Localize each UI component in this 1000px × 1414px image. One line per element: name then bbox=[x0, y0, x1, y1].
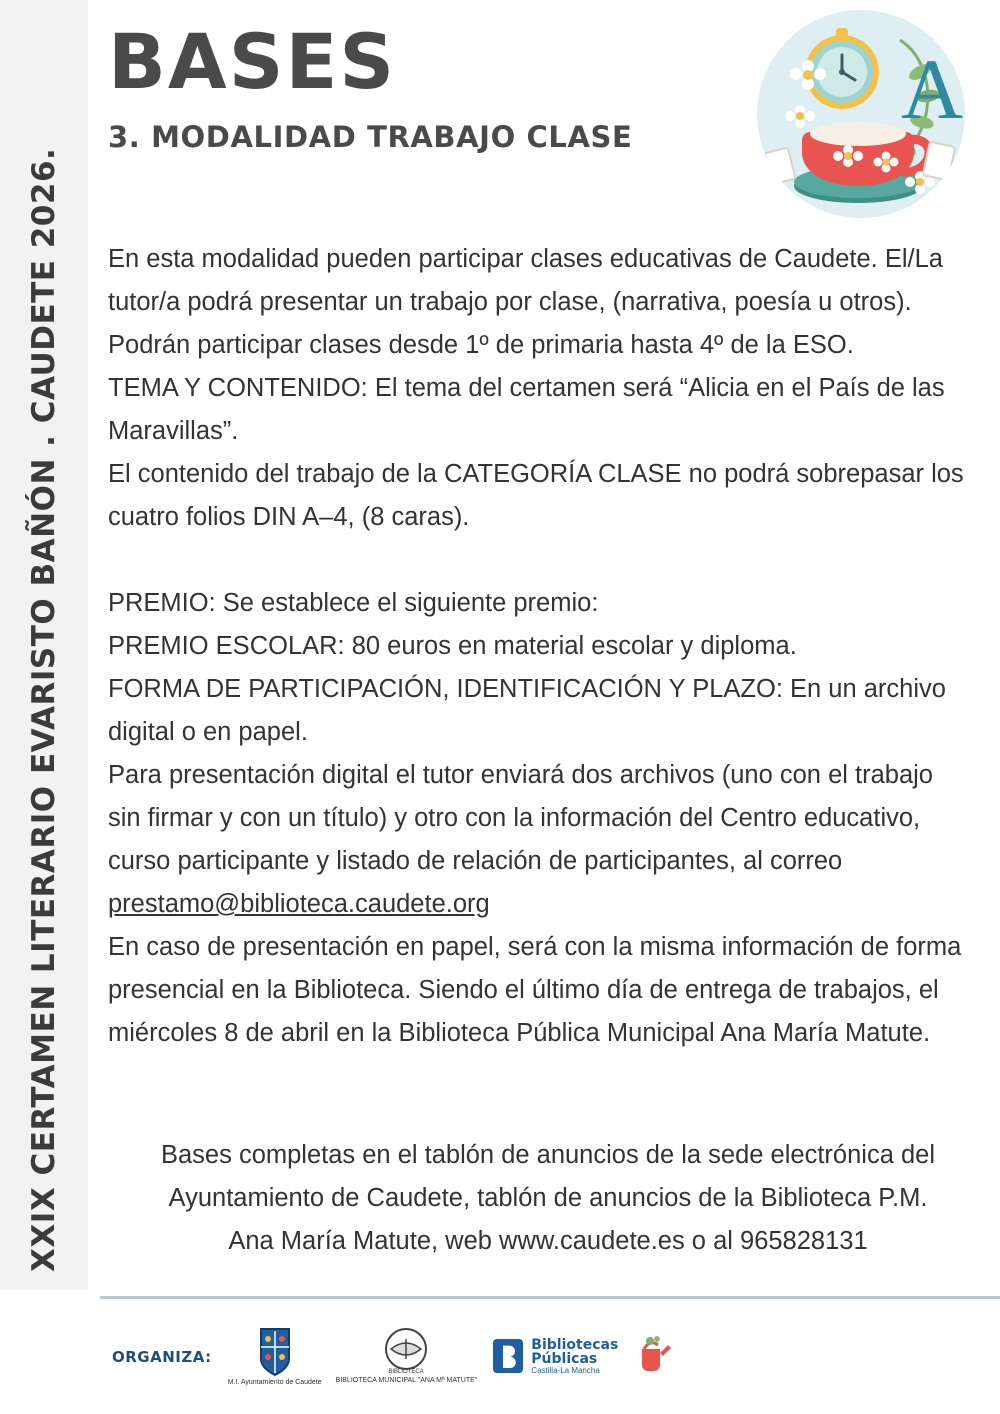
section-subtitle: 3. MODALIDAD TRABAJO CLASE bbox=[108, 119, 633, 154]
footer-note-line-1: Bases completas en el tablón de anuncios de la sede electrónica del bbox=[160, 1141, 935, 1169]
page-title: BASES bbox=[108, 17, 397, 106]
header bbox=[108, 17, 808, 154]
bibliotecas-publicas-logo bbox=[491, 1336, 618, 1376]
alice-teacup-clock-illustration bbox=[750, 10, 972, 232]
paragraph-2: TEMA Y CONTENIDO: El tema del certamen será “Alicia en el País de las Maravillas”. bbox=[108, 374, 945, 445]
paragraph-4: PREMIO: Se establece el siguiente premio: bbox=[108, 589, 599, 617]
email-link[interactable]: prestamo@biblioteca.caudete.org bbox=[108, 890, 490, 918]
paragraph-8: En caso de presentación en papel, será con la misma información de forma presencial en la Biblioteca. Siendo el último día de entrega de trabajos, el miércoles 8 de abril en la Biblioteca Pública Municipal Ana María Matute. bbox=[108, 933, 962, 1047]
organiza-label: ORGANIZA: bbox=[112, 1347, 212, 1366]
svg-text:BIBLIOTECA: BIBLIOTECA bbox=[388, 1369, 425, 1376]
organizers-bar bbox=[0, 1299, 1000, 1414]
footer-note-line-2: Ayuntamiento de Caudete, tablón de anuncios de la Biblioteca P.M. bbox=[168, 1184, 928, 1212]
paragraph-spacer bbox=[108, 539, 970, 582]
paragraph-5: PREMIO ESCOLAR: 80 euros en material escolar y diploma. bbox=[108, 632, 797, 660]
footer-note bbox=[108, 1134, 988, 1263]
biblioteca-ana-maria-matute-logo bbox=[336, 1327, 478, 1385]
paragraph-7 bbox=[108, 754, 970, 926]
ayuntamiento-caudete-caption: M.I. Ayuntamiento de Caudete bbox=[227, 1379, 322, 1387]
biblioteca-ana-maria-matute-caption: BIBLIOTECA MUNICIPAL "ANA Mª MATUTE" bbox=[335, 1377, 478, 1385]
body-text bbox=[108, 238, 970, 1055]
monogram-letter: A bbox=[900, 41, 964, 137]
paragraph-3: El contenido del trabajo de la CATEGORÍA CLASE no podrá sobrepasar los cuatro folios DIN A–4, (8 caras). bbox=[108, 460, 964, 531]
bibliotecas-publicas-line-2: Públicas bbox=[531, 1351, 598, 1368]
footer-note-line-3: Ana María Matute, web www.caudete.es o al 965828131 bbox=[228, 1227, 868, 1255]
sidebar-band bbox=[0, 0, 88, 1290]
regadera-logo bbox=[632, 1333, 672, 1379]
vertical-title: XXIX CERTAMEN LITERARIO EVARISTO BAÑÓN . CAUDETE 2026. bbox=[26, 147, 62, 1272]
paragraph-6: FORMA DE PARTICIPACIÓN, IDENTIFICACIÓN Y PLAZO: En un archivo digital o en papel. bbox=[108, 675, 946, 746]
ayuntamiento-caudete-logo bbox=[228, 1325, 322, 1387]
paragraph-7-text: Para presentación digital el tutor enviará dos archivos (uno con el trabajo sin firmar y con un título) y otro con la información del Centro educativo, curso participante y listado de relación de participantes, al correo bbox=[108, 761, 933, 875]
bibliotecas-publicas-line-1: Bibliotecas bbox=[531, 1336, 619, 1353]
paragraph-1: En esta modalidad pueden participar clases educativas de Caudete. El/La tutor/a podrá presentar un trabajo por clase, (narrativa, poesía u otros). Podrán participar clases desde 1º de primaria hasta 4º de la ESO. bbox=[108, 245, 943, 359]
bibliotecas-publicas-line-3: Castilla-La Mancha bbox=[531, 1365, 600, 1375]
logo-row bbox=[228, 1325, 673, 1387]
